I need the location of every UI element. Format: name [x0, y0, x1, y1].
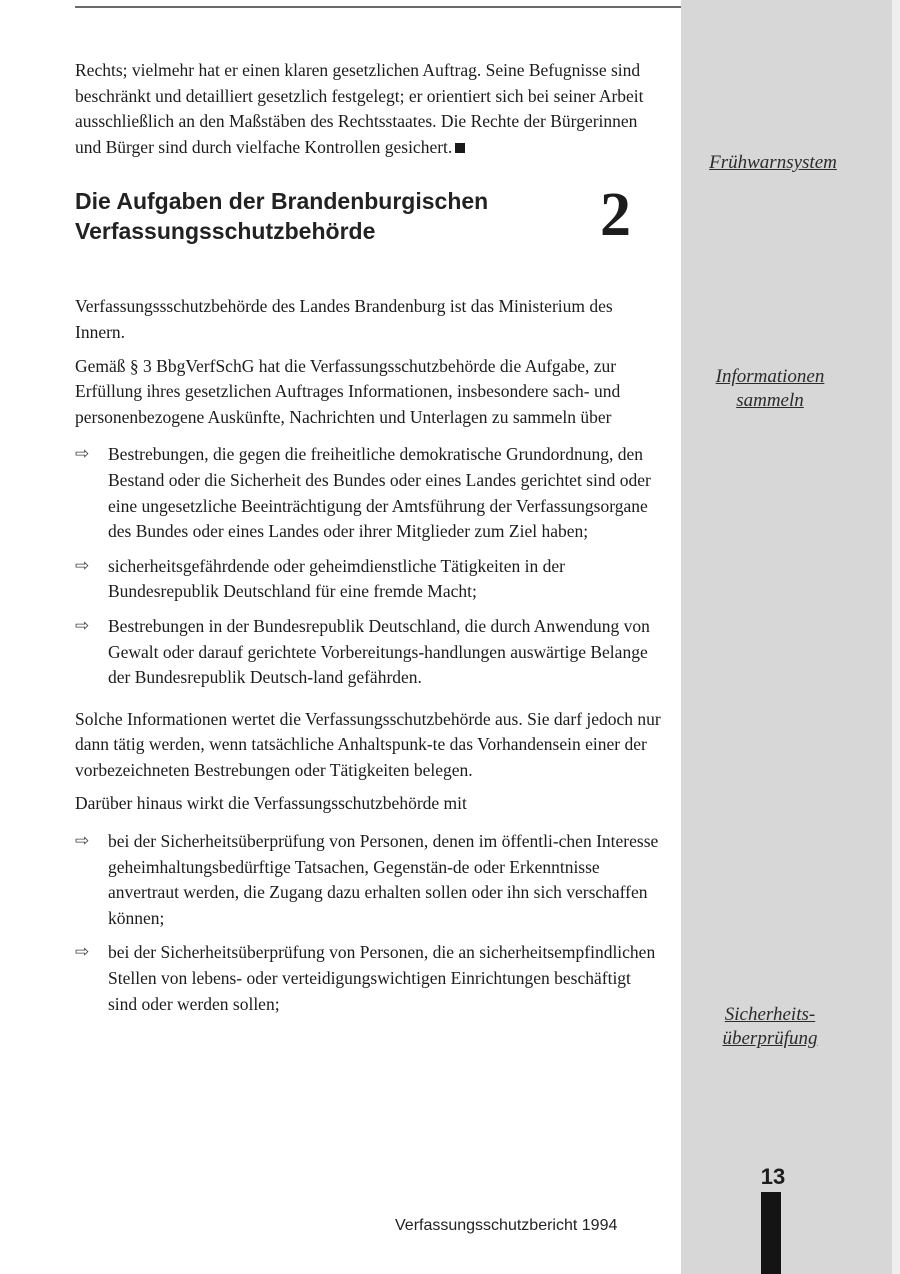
- intro-paragraph: Rechts; vielmehr hat er einen klaren gesetzlichen Auftrag. Seine Befugnisse sind beschränkt und detailliert gesetzlich festgelegt; er orientiert sich bei seiner Arbeit ausschließlich an den Maßstäben des Rechtsstaates. Die Rechte der Bürgerinnen und Bürger sind durch vielfache Kontrollen gesichert.: [75, 60, 644, 157]
- list-item: ⇨ sicherheitsgefährdende oder geheimdienstliche Tätigkeiten in der Bundesrepublik Deutschland für eine fremde Macht;: [75, 554, 663, 605]
- page-number: 13: [760, 1164, 786, 1189]
- paragraph-4: Darüber hinaus wirkt die Verfassungsschutzbehörde mit: [75, 793, 467, 814]
- paragraph-1: Verfassungssschutzbehörde des Landes Brandenburg ist das Ministerium des Innern.: [75, 296, 613, 342]
- margin-note-sicherheitsueberpruefung: Sicherheits-überprüfung: [722, 1004, 818, 1049]
- top-rule: [75, 6, 681, 8]
- list-item: ⇨ Bestrebungen in der Bundesrepublik Deutschland, die durch Anwendung von Gewalt oder darauf gerichtete Vorbereitungs-handlungen auswärtige Belange der Bundesrepublik Deutsch-land gefährden.: [75, 614, 663, 691]
- arrow-right-icon: ⇨: [75, 615, 90, 636]
- section-number: 2: [600, 181, 631, 250]
- arrow-right-icon: ⇨: [75, 831, 90, 852]
- arrow-right-icon: ⇨: [75, 555, 90, 576]
- sidebar-edge: [892, 0, 900, 1274]
- arrow-right-icon: ⇨: [75, 444, 90, 465]
- main-text: [75, 58, 663, 1026]
- end-square-icon: [455, 143, 465, 153]
- margin-note-fruehwarnsystem: Frühwarnsystem: [709, 152, 837, 173]
- paragraph-2: Gemäß § 3 BbgVerfSchG hat die Verfassungsschutzbehörde die Aufgabe, zur Erfüllung ihres gesetzlichen Auftrages Informationen, insbesondere sach- und personenbezogene Auskünfte, Nachrichten und Unterlagen zu sammeln über: [75, 355, 621, 427]
- margin-note-informationen: Informationen sammeln: [715, 366, 825, 411]
- section-title: Die Aufgaben der Brandenburgischen Verfassungsschutzbehörde: [75, 188, 489, 245]
- page-marker-bar: [761, 1192, 781, 1274]
- paragraph-3: Solche Informationen wertet die Verfassungsschutzbehörde aus. Sie darf jedoch nur dann tätig werden, wenn tatsächliche Anhaltspunk-te das Vorhandensein einer der vorbezeichneten Bestrebungen oder Tätigkeiten belegen.: [75, 708, 661, 780]
- arrow-right-icon: ⇨: [75, 942, 90, 963]
- margin-sidebar: [681, 0, 900, 1274]
- list-item: ⇨ bei der Sicherheitsüberprüfung von Personen, denen im öffentli-chen Interesse geheimhaltungsbedürftige Tatsachen, Gegenstän-de oder Erkenntnisse anvertraut werden, die Zugang dazu erhalten sollen oder ihn sich verschaffen können;: [75, 829, 663, 931]
- page-footer: Verfassungsschutzbericht 1994: [395, 1217, 618, 1234]
- list-item: ⇨ Bestrebungen, die gegen die freiheitliche demokratische Grundordnung, den Bestand oder die Sicherheit des Bundes oder eines Landes gerichtet sind oder eine ungesetzliche Beeinträchtigung der Amtsführung der Verfassungsorgane des Bundes oder eines Landes oder ihrer Mitglieder zum Ziel haben;: [75, 442, 663, 544]
- list-item: ⇨ bei der Sicherheitsüberprüfung von Personen, die an sicherheitsempfindlichen Stellen von lebens- oder verteidigungswichtigen Einrichtungen beschäftigt sind oder werden sollen;: [75, 940, 663, 1017]
- section-heading: [75, 181, 663, 256]
